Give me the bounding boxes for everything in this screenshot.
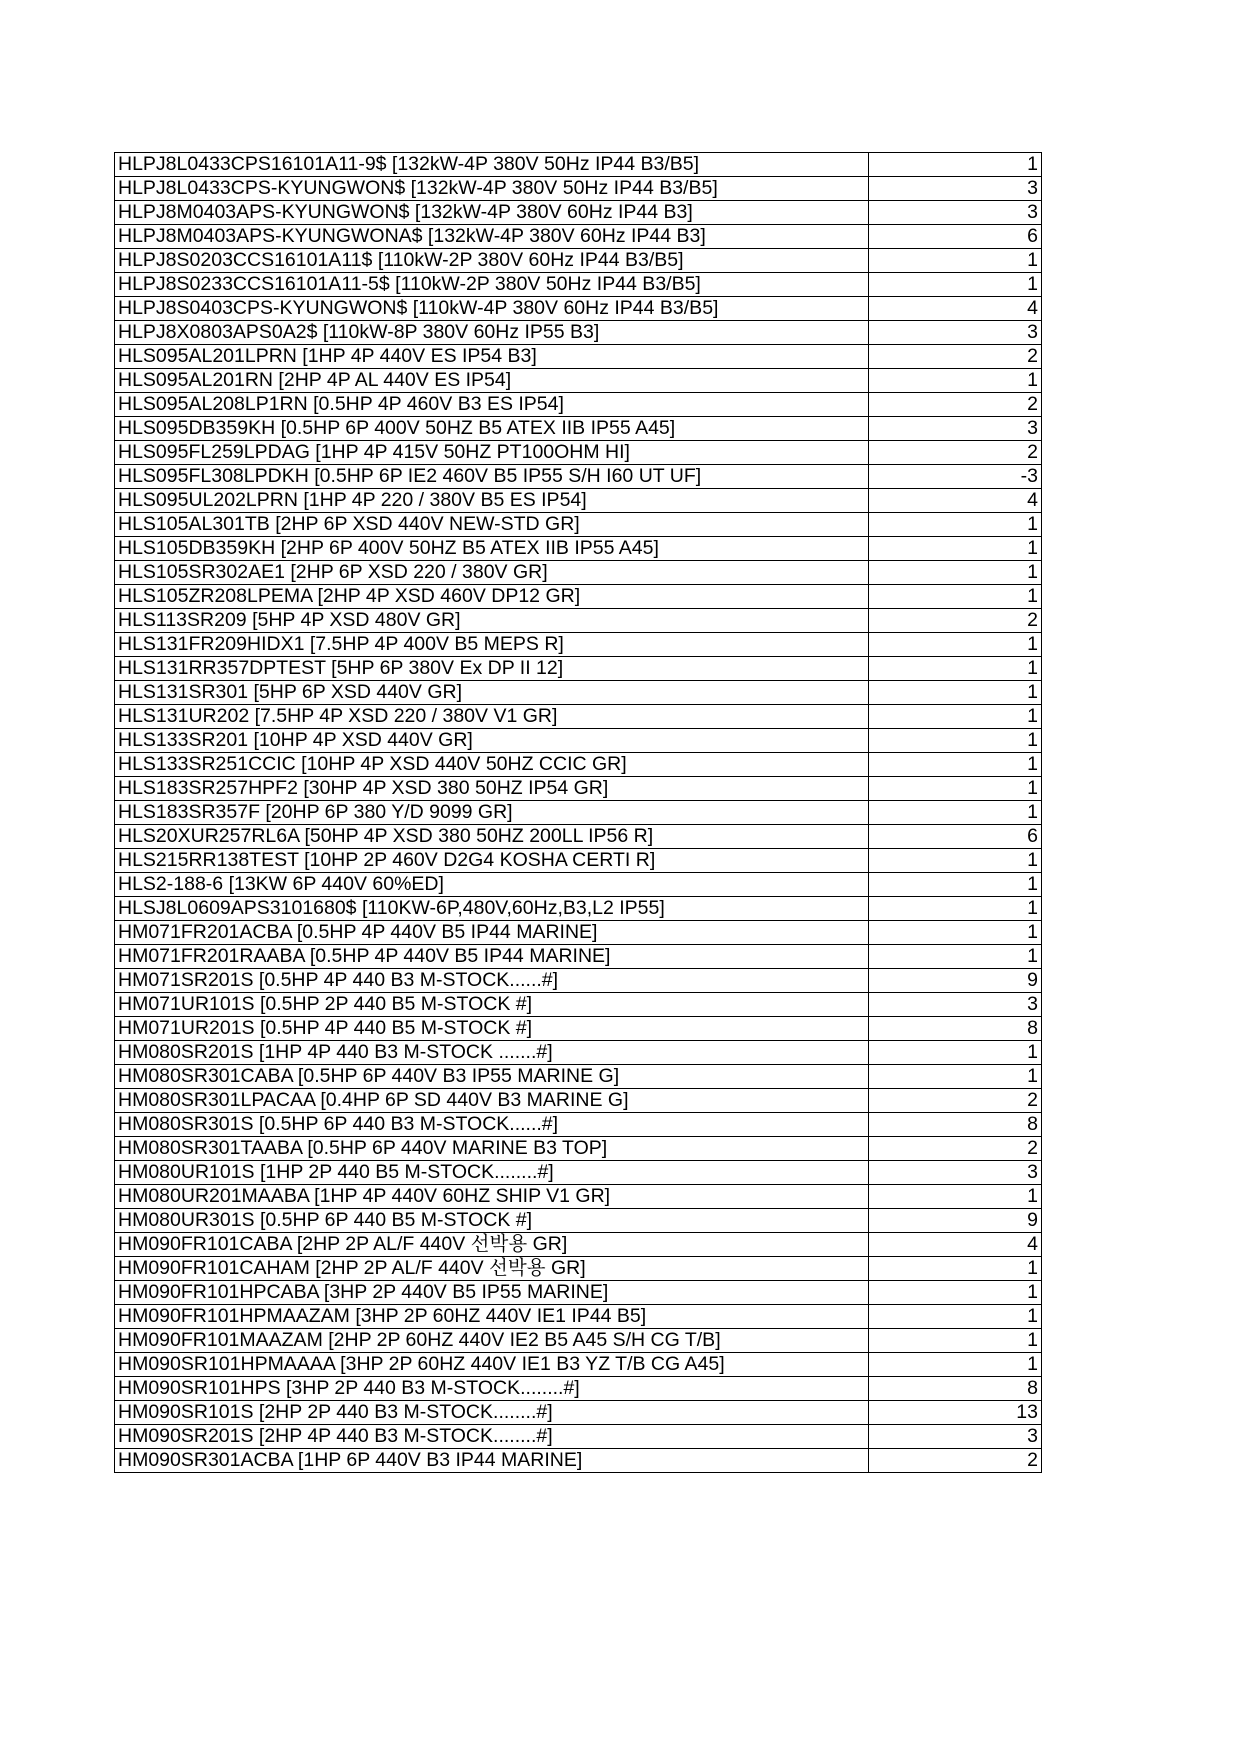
item-quantity-cell: 8: [869, 1377, 1042, 1401]
table-row: [115, 1377, 1042, 1401]
item-description-cell: HM080SR301S [0.5HP 6P 440 B3 M-STOCK......#]: [115, 1113, 869, 1137]
item-description-cell: HLS133SR201 [10HP 4P XSD 440V GR]: [115, 729, 869, 753]
table-row: [115, 585, 1042, 609]
table-row: [115, 945, 1042, 969]
item-quantity-cell: 1: [869, 1041, 1042, 1065]
item-quantity-cell: 3: [869, 321, 1042, 345]
item-description-cell: HM071UR101S [0.5HP 2P 440 B5 M-STOCK #]: [115, 993, 869, 1017]
item-description-cell: HLS131UR202 [7.5HP 4P XSD 220 / 380V V1 GR]: [115, 705, 869, 729]
item-description-cell: HM090SR301ACBA [1HP 6P 440V B3 IP44 MARINE]: [115, 1449, 869, 1473]
item-description-cell: HM080UR301S [0.5HP 6P 440 B5 M-STOCK #]: [115, 1209, 869, 1233]
inventory-table-body: [115, 153, 1042, 1473]
table-row: [115, 153, 1042, 177]
item-description-cell: HLS095FL259LPDAG [1HP 4P 415V 50HZ PT100OHM HI]: [115, 441, 869, 465]
item-description-cell: HM090SR201S [2HP 4P 440 B3 M-STOCK........#]: [115, 1425, 869, 1449]
item-quantity-cell: 9: [869, 1209, 1042, 1233]
item-description-cell: HM090FR101MAAZAM [2HP 2P 60HZ 440V IE2 B5 A45 S/H CG T/B]: [115, 1329, 869, 1353]
item-description-cell: HM090SR101HPS [3HP 2P 440 B3 M-STOCK........#]: [115, 1377, 869, 1401]
table-row: [115, 513, 1042, 537]
item-description-cell: HM080UR101S [1HP 2P 440 B5 M-STOCK........#]: [115, 1161, 869, 1185]
item-quantity-cell: 2: [869, 609, 1042, 633]
item-quantity-cell: 3: [869, 201, 1042, 225]
table-row: [115, 1209, 1042, 1233]
item-quantity-cell: 2: [869, 1137, 1042, 1161]
table-row: [115, 825, 1042, 849]
item-description-cell: HM090SR101S [2HP 2P 440 B3 M-STOCK........#]: [115, 1401, 869, 1425]
table-row: [115, 1353, 1042, 1377]
item-quantity-cell: 1: [869, 753, 1042, 777]
table-row: [115, 489, 1042, 513]
item-description-cell: HLPJ8S0203CCS16101A11$ [110kW-2P 380V 60Hz IP44 B3/B5]: [115, 249, 869, 273]
item-quantity-cell: 1: [869, 801, 1042, 825]
item-quantity-cell: 13: [869, 1401, 1042, 1425]
item-description-cell: HLS113SR209 [5HP 4P XSD 480V GR]: [115, 609, 869, 633]
table-row: [115, 1161, 1042, 1185]
item-quantity-cell: 2: [869, 1089, 1042, 1113]
item-quantity-cell: 2: [869, 441, 1042, 465]
table-row: [115, 1401, 1042, 1425]
table-row: [115, 801, 1042, 825]
table-row: [115, 1041, 1042, 1065]
item-quantity-cell: 4: [869, 1233, 1042, 1257]
item-description-cell: HLS131FR209HIDX1 [7.5HP 4P 400V B5 MEPS R]: [115, 633, 869, 657]
item-quantity-cell: 3: [869, 1425, 1042, 1449]
item-description-cell: HLPJ8S0233CCS16101A11-5$ [110kW-2P 380V 50Hz IP44 B3/B5]: [115, 273, 869, 297]
table-row: [115, 1257, 1042, 1281]
item-description-cell: HM071SR201S [0.5HP 4P 440 B3 M-STOCK......#]: [115, 969, 869, 993]
table-row: [115, 921, 1042, 945]
item-quantity-cell: 1: [869, 657, 1042, 681]
item-description-cell: HLPJ8L0433CPS16101A11-9$ [132kW-4P 380V 50Hz IP44 B3/B5]: [115, 153, 869, 177]
item-description-cell: HLS105AL301TB [2HP 6P XSD 440V NEW-STD GR]: [115, 513, 869, 537]
item-quantity-cell: 8: [869, 1017, 1042, 1041]
item-description-cell: HLS105DB359KH [2HP 6P 400V 50HZ B5 ATEX IIB IP55 A45]: [115, 537, 869, 561]
table-row: [115, 777, 1042, 801]
item-quantity-cell: 1: [869, 369, 1042, 393]
table-row: [115, 321, 1042, 345]
item-quantity-cell: 1: [869, 777, 1042, 801]
table-row: [115, 537, 1042, 561]
item-description-cell: HLS095AL201RN [2HP 4P AL 440V ES IP54]: [115, 369, 869, 393]
table-row: [115, 1065, 1042, 1089]
item-quantity-cell: 6: [869, 825, 1042, 849]
item-quantity-cell: 1: [869, 729, 1042, 753]
item-description-cell: HLPJ8L0433CPS-KYUNGWON$ [132kW-4P 380V 50Hz IP44 B3/B5]: [115, 177, 869, 201]
item-description-cell: HLS095UL202LPRN [1HP 4P 220 / 380V B5 ES IP54]: [115, 489, 869, 513]
table-row: [115, 1113, 1042, 1137]
item-description-cell: HM080SR201S [1HP 4P 440 B3 M-STOCK .......#]: [115, 1041, 869, 1065]
table-row: [115, 465, 1042, 489]
item-description-cell: HLSJ8L0609APS3101680$ [110KW-6P,480V,60Hz,B3,L2 IP55]: [115, 897, 869, 921]
item-description-cell: HLS095DB359KH [0.5HP 6P 400V 50HZ B5 ATEX IIB IP55 A45]: [115, 417, 869, 441]
item-quantity-cell: 4: [869, 489, 1042, 513]
item-quantity-cell: 1: [869, 537, 1042, 561]
table-row: [115, 345, 1042, 369]
item-quantity-cell: 2: [869, 393, 1042, 417]
item-description-cell: HLS131RR357DPTEST [5HP 6P 380V Ex DP II 12]: [115, 657, 869, 681]
item-description-cell: HLS2-188-6 [13KW 6P 440V 60%ED]: [115, 873, 869, 897]
table-row: [115, 1449, 1042, 1473]
item-quantity-cell: 3: [869, 417, 1042, 441]
table-row: [115, 633, 1042, 657]
table-row: [115, 1233, 1042, 1257]
table-row: [115, 225, 1042, 249]
table-row: [115, 1089, 1042, 1113]
item-description-cell: HLS095AL201LPRN [1HP 4P 440V ES IP54 B3]: [115, 345, 869, 369]
table-row: [115, 369, 1042, 393]
item-description-cell: HLS105ZR208LPEMA [2HP 4P XSD 460V DP12 GR]: [115, 585, 869, 609]
item-quantity-cell: 1: [869, 849, 1042, 873]
table-row: [115, 753, 1042, 777]
item-quantity-cell: 1: [869, 873, 1042, 897]
item-description-cell: HLS095AL208LP1RN [0.5HP 4P 460V B3 ES IP54]: [115, 393, 869, 417]
item-description-cell: HM071UR201S [0.5HP 4P 440 B5 M-STOCK #]: [115, 1017, 869, 1041]
table-row: [115, 441, 1042, 465]
table-row: [115, 993, 1042, 1017]
item-quantity-cell: 1: [869, 1329, 1042, 1353]
item-quantity-cell: 3: [869, 177, 1042, 201]
table-row: [115, 249, 1042, 273]
item-description-cell: HLPJ8M0403APS-KYUNGWONA$ [132kW-4P 380V 60Hz IP44 B3]: [115, 225, 869, 249]
item-quantity-cell: 1: [869, 585, 1042, 609]
item-quantity-cell: 1: [869, 633, 1042, 657]
table-row: [115, 705, 1042, 729]
table-row: [115, 729, 1042, 753]
table-row: [115, 1281, 1042, 1305]
item-quantity-cell: 1: [869, 1353, 1042, 1377]
item-description-cell: HM080SR301CABA [0.5HP 6P 440V B3 IP55 MARINE G]: [115, 1065, 869, 1089]
item-description-cell: HLPJ8X0803APS0A2$ [110kW-8P 380V 60Hz IP55 B3]: [115, 321, 869, 345]
table-row: [115, 897, 1042, 921]
item-description-cell: HM090FR101CABA [2HP 2P AL/F 440V 선박용 GR]: [115, 1233, 869, 1257]
item-description-cell: HM080UR201MAABA [1HP 4P 440V 60HZ SHIP V1 GR]: [115, 1185, 869, 1209]
item-quantity-cell: -3: [869, 465, 1042, 489]
item-quantity-cell: 1: [869, 705, 1042, 729]
item-quantity-cell: 1: [869, 1065, 1042, 1089]
table-row: [115, 1425, 1042, 1449]
table-row: [115, 297, 1042, 321]
table-row: [115, 873, 1042, 897]
item-quantity-cell: 1: [869, 249, 1042, 273]
item-description-cell: HM080SR301TAABA [0.5HP 6P 440V MARINE B3 TOP]: [115, 1137, 869, 1161]
item-quantity-cell: 1: [869, 513, 1042, 537]
item-description-cell: HM071FR201RAABA [0.5HP 4P 440V B5 IP44 MARINE]: [115, 945, 869, 969]
item-description-cell: HM080SR301LPACAA [0.4HP 6P SD 440V B3 MARINE G]: [115, 1089, 869, 1113]
item-quantity-cell: 1: [869, 921, 1042, 945]
item-quantity-cell: 1: [869, 1281, 1042, 1305]
item-description-cell: HLPJ8M0403APS-KYUNGWON$ [132kW-4P 380V 60Hz IP44 B3]: [115, 201, 869, 225]
item-description-cell: HM090FR101HPMAAZAM [3HP 2P 60HZ 440V IE1 IP44 B5]: [115, 1305, 869, 1329]
item-quantity-cell: 1: [869, 1185, 1042, 1209]
item-description-cell: HLS20XUR257RL6A [50HP 4P XSD 380 50HZ 200LL IP56 R]: [115, 825, 869, 849]
table-row: [115, 1305, 1042, 1329]
item-description-cell: HLS095FL308LPDKH [0.5HP 6P IE2 460V B5 IP55 S/H I60 UT UF]: [115, 465, 869, 489]
table-row: [115, 1137, 1042, 1161]
item-description-cell: HLS105SR302AE1 [2HP 6P XSD 220 / 380V GR]: [115, 561, 869, 585]
item-quantity-cell: 1: [869, 945, 1042, 969]
item-quantity-cell: 1: [869, 153, 1042, 177]
table-row: [115, 561, 1042, 585]
item-description-cell: HM090SR101HPMAAAA [3HP 2P 60HZ 440V IE1 B3 YZ T/B CG A45]: [115, 1353, 869, 1377]
item-quantity-cell: 1: [869, 1305, 1042, 1329]
table-row: [115, 1017, 1042, 1041]
table-row: [115, 1329, 1042, 1353]
item-description-cell: HLS131SR301 [5HP 6P XSD 440V GR]: [115, 681, 869, 705]
item-description-cell: HM090FR101CAHAM [2HP 2P AL/F 440V 선박용 GR]: [115, 1257, 869, 1281]
item-description-cell: HM090FR101HPCABA [3HP 2P 440V B5 IP55 MARINE]: [115, 1281, 869, 1305]
item-quantity-cell: 9: [869, 969, 1042, 993]
item-description-cell: HLS133SR251CCIC [10HP 4P XSD 440V 50HZ CCIC GR]: [115, 753, 869, 777]
table-row: [115, 201, 1042, 225]
item-description-cell: HM071FR201ACBA [0.5HP 4P 440V B5 IP44 MARINE]: [115, 921, 869, 945]
item-quantity-cell: 1: [869, 897, 1042, 921]
table-row: [115, 681, 1042, 705]
item-quantity-cell: 1: [869, 1257, 1042, 1281]
item-quantity-cell: 6: [869, 225, 1042, 249]
table-row: [115, 969, 1042, 993]
item-description-cell: HLS183SR357F [20HP 6P 380 Y/D 9099 GR]: [115, 801, 869, 825]
table-row: [115, 417, 1042, 441]
item-quantity-cell: 1: [869, 273, 1042, 297]
item-quantity-cell: 1: [869, 561, 1042, 585]
item-quantity-cell: 3: [869, 1161, 1042, 1185]
item-quantity-cell: 4: [869, 297, 1042, 321]
table-row: [115, 273, 1042, 297]
item-quantity-cell: 8: [869, 1113, 1042, 1137]
item-quantity-cell: 3: [869, 993, 1042, 1017]
inventory-table: [114, 152, 1042, 1473]
item-quantity-cell: 1: [869, 681, 1042, 705]
item-quantity-cell: 2: [869, 345, 1042, 369]
table-row: [115, 609, 1042, 633]
item-description-cell: HLS183SR257HPF2 [30HP 4P XSD 380 50HZ IP54 GR]: [115, 777, 869, 801]
item-description-cell: HLPJ8S0403CPS-KYUNGWON$ [110kW-4P 380V 60Hz IP44 B3/B5]: [115, 297, 869, 321]
item-quantity-cell: 2: [869, 1449, 1042, 1473]
item-description-cell: HLS215RR138TEST [10HP 2P 460V D2G4 KOSHA CERTI R]: [115, 849, 869, 873]
table-row: [115, 393, 1042, 417]
table-row: [115, 849, 1042, 873]
table-row: [115, 1185, 1042, 1209]
table-row: [115, 657, 1042, 681]
table-row: [115, 177, 1042, 201]
